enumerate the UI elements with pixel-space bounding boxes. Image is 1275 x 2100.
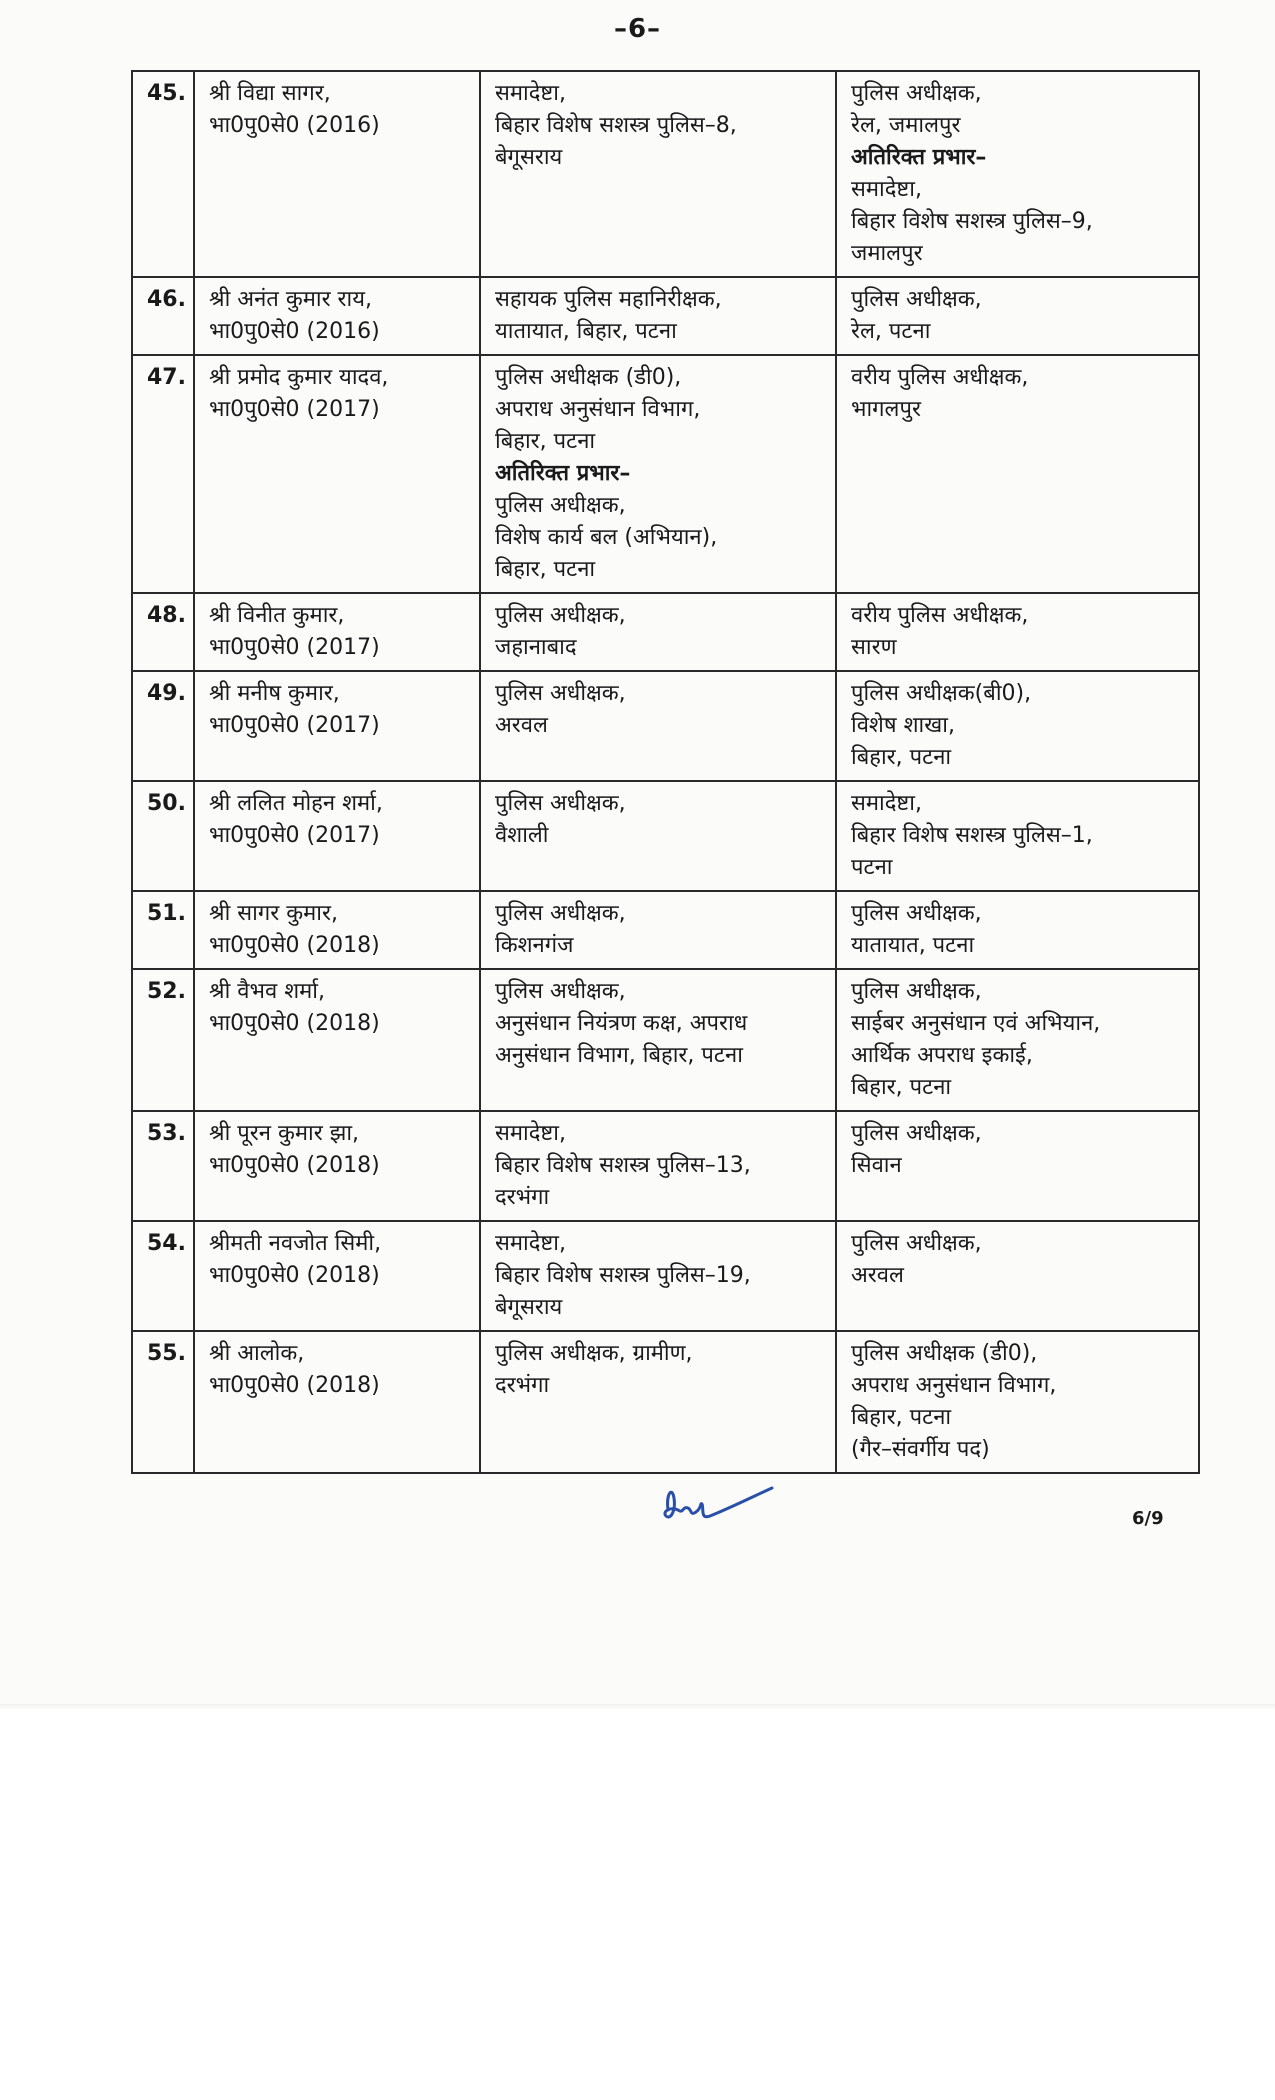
cell-line: बिहार, पटना bbox=[851, 1075, 952, 1100]
cell-line: पुलिस अधीक्षक, bbox=[495, 603, 626, 628]
table-row bbox=[132, 1221, 1199, 1331]
serial-number-cell: 47. bbox=[132, 355, 194, 593]
cell-line: समादेष्टा, bbox=[851, 177, 922, 202]
serial-number-cell: 54. bbox=[132, 1221, 194, 1331]
table-row bbox=[132, 1111, 1199, 1221]
current-posting-cell bbox=[480, 355, 836, 593]
cell-line: अपराध अनुसंधान विभाग, bbox=[495, 397, 701, 422]
officer-name-cell bbox=[194, 1221, 480, 1331]
cell-line: बिहार, पटना bbox=[495, 557, 596, 582]
cell-line: भा0पु0से0 (2017) bbox=[209, 713, 380, 738]
cell-line: आर्थिक अपराध इकाई, bbox=[851, 1043, 1033, 1068]
current-posting-cell bbox=[480, 891, 836, 969]
cell-line: श्री ललित मोहन शर्मा, bbox=[209, 791, 383, 816]
table-row bbox=[132, 891, 1199, 969]
serial-number-cell: 55. bbox=[132, 1331, 194, 1473]
officer-name-cell bbox=[194, 277, 480, 355]
cell-line: अपराध अनुसंधान विभाग, bbox=[851, 1373, 1057, 1398]
cell-line: वैशाली bbox=[495, 823, 549, 848]
serial-number-cell: 53. bbox=[132, 1111, 194, 1221]
scan-edge bbox=[0, 1704, 1275, 1710]
cell-line: समादेष्टा, bbox=[495, 1231, 566, 1256]
cell-line: श्रीमती नवजोत सिमी, bbox=[209, 1231, 382, 1256]
table-row bbox=[132, 355, 1199, 593]
serial-number-cell: 48. bbox=[132, 593, 194, 671]
new-posting-cell bbox=[836, 781, 1199, 891]
cell-line: यातायात, बिहार, पटना bbox=[495, 319, 677, 344]
cell-line: समादेष्टा, bbox=[495, 81, 566, 106]
current-posting-cell bbox=[480, 71, 836, 277]
serial-number-cell: 50. bbox=[132, 781, 194, 891]
cell-line: श्री वैभव शर्मा, bbox=[209, 979, 325, 1004]
officer-name-cell bbox=[194, 969, 480, 1111]
table-row bbox=[132, 593, 1199, 671]
cell-line: सहायक पुलिस महानिरीक्षक, bbox=[495, 287, 722, 312]
cell-line: भा0पु0से0 (2016) bbox=[209, 113, 380, 138]
officer-name-cell bbox=[194, 891, 480, 969]
table-row bbox=[132, 1331, 1199, 1473]
officer-name-cell bbox=[194, 671, 480, 781]
officer-name-cell bbox=[194, 71, 480, 277]
officer-name-cell bbox=[194, 781, 480, 891]
current-posting-cell bbox=[480, 1111, 836, 1221]
cell-line: पुलिस अधीक्षक, bbox=[495, 681, 626, 706]
cell-line: अनुसंधान नियंत्रण कक्ष, अपराध bbox=[495, 1011, 748, 1036]
table-row bbox=[132, 969, 1199, 1111]
cell-line: पुलिस अधीक्षक, bbox=[495, 791, 626, 816]
postings-table bbox=[131, 70, 1200, 1474]
current-posting-cell bbox=[480, 969, 836, 1111]
new-posting-cell bbox=[836, 969, 1199, 1111]
new-posting-cell bbox=[836, 1221, 1199, 1331]
cell-line: पुलिस अधीक्षक, bbox=[851, 81, 982, 106]
new-posting-cell bbox=[836, 277, 1199, 355]
cell-line: बिहार विशेष सशस्त्र पुलिस–19, bbox=[495, 1263, 751, 1288]
officer-name-cell bbox=[194, 1331, 480, 1473]
cell-line: श्री आलोक, bbox=[209, 1341, 305, 1366]
cell-line: पुलिस अधीक्षक, bbox=[851, 979, 982, 1004]
cell-line: पुलिस अधीक्षक, bbox=[851, 287, 982, 312]
serial-number-cell: 51. bbox=[132, 891, 194, 969]
current-posting-cell bbox=[480, 781, 836, 891]
cell-line: पुलिस अधीक्षक, bbox=[495, 901, 626, 926]
cell-line: जहानाबाद bbox=[495, 635, 577, 660]
cell-line: बिहार, पटना bbox=[851, 745, 952, 770]
cell-line: भा0पु0से0 (2018) bbox=[209, 933, 380, 958]
current-posting-cell bbox=[480, 277, 836, 355]
cell-line: भा0पु0से0 (2018) bbox=[209, 1373, 380, 1398]
serial-number-cell: 52. bbox=[132, 969, 194, 1111]
cell-line: श्री अनंत कुमार राय, bbox=[209, 287, 373, 312]
cell-line: पुलिस अधीक्षक, bbox=[495, 979, 626, 1004]
new-posting-cell bbox=[836, 355, 1199, 593]
additional-charge-heading: अतिरिक्त प्रभार– bbox=[495, 461, 631, 486]
cell-line: दरभंगा bbox=[495, 1373, 550, 1398]
cell-line: समादेष्टा, bbox=[495, 1121, 566, 1146]
cell-line: श्री विनीत कुमार, bbox=[209, 603, 345, 628]
cell-line: भा0पु0से0 (2018) bbox=[209, 1011, 380, 1036]
cell-line: सिवान bbox=[851, 1153, 902, 1178]
cell-line: पुलिस अधीक्षक (डी0), bbox=[851, 1341, 1038, 1366]
cell-line: पुलिस अधीक्षक, bbox=[851, 1231, 982, 1256]
cell-line: बिहार विशेष सशस्त्र पुलिस–13, bbox=[495, 1153, 751, 1178]
cell-line: पुलिस अधीक्षक, bbox=[495, 493, 626, 518]
officer-name-cell bbox=[194, 593, 480, 671]
cell-line: श्री विद्या सागर, bbox=[209, 81, 331, 106]
cell-line: अरवल bbox=[851, 1263, 904, 1288]
cell-line: अरवल bbox=[495, 713, 548, 738]
cell-line: बिहार विशेष सशस्त्र पुलिस–9, bbox=[851, 209, 1093, 234]
signature bbox=[660, 1476, 780, 1540]
current-posting-cell bbox=[480, 1221, 836, 1331]
table-row bbox=[132, 277, 1199, 355]
cell-line: यातायात, पटना bbox=[851, 933, 975, 958]
cell-line: बिहार, पटना bbox=[495, 429, 596, 454]
cell-line: सारण bbox=[851, 635, 897, 660]
cell-line: पटना bbox=[851, 855, 893, 880]
cell-line: भागलपुर bbox=[851, 397, 921, 422]
cell-line: पुलिस अधीक्षक(बी0), bbox=[851, 681, 1032, 706]
cell-line: विशेष कार्य बल (अभियान), bbox=[495, 525, 718, 550]
cell-line: बिहार, पटना bbox=[851, 1405, 952, 1430]
officer-name-cell bbox=[194, 355, 480, 593]
cell-line: अनुसंधान विभाग, बिहार, पटना bbox=[495, 1043, 743, 1068]
cell-line: रेल, पटना bbox=[851, 319, 931, 344]
cell-line: वरीय पुलिस अधीक्षक, bbox=[851, 365, 1029, 390]
cell-line: विशेष शाखा, bbox=[851, 713, 955, 738]
cell-line: पुलिस अधीक्षक, ग्रामीण, bbox=[495, 1341, 693, 1366]
cell-line: वरीय पुलिस अधीक्षक, bbox=[851, 603, 1029, 628]
page-number: –6– bbox=[613, 14, 662, 44]
current-posting-cell bbox=[480, 671, 836, 781]
serial-number-cell: 49. bbox=[132, 671, 194, 781]
cell-line: समादेष्टा, bbox=[851, 791, 922, 816]
table-row bbox=[132, 781, 1199, 891]
cell-line: भा0पु0से0 (2018) bbox=[209, 1263, 380, 1288]
cell-line: बेगूसराय bbox=[495, 1295, 563, 1320]
cell-line: पुलिस अधीक्षक (डी0), bbox=[495, 365, 682, 390]
cell-line: भा0पु0से0 (2017) bbox=[209, 397, 380, 422]
serial-number-cell: 46. bbox=[132, 277, 194, 355]
cell-line: पुलिस अधीक्षक, bbox=[851, 901, 982, 926]
new-posting-cell bbox=[836, 593, 1199, 671]
cell-line: श्री प्रमोद कुमार यादव, bbox=[209, 365, 389, 390]
cell-line: बिहार विशेष सशस्त्र पुलिस–8, bbox=[495, 113, 737, 138]
table-row bbox=[132, 71, 1199, 277]
additional-charge-heading: अतिरिक्त प्रभार– bbox=[851, 145, 987, 170]
table-row bbox=[132, 671, 1199, 781]
cell-line: किशनगंज bbox=[495, 933, 574, 958]
cell-line: पुलिस अधीक्षक, bbox=[851, 1121, 982, 1146]
cell-line: श्री मनीष कुमार, bbox=[209, 681, 340, 706]
serial-number-cell: 45. bbox=[132, 71, 194, 277]
cell-line: भा0पु0से0 (2017) bbox=[209, 635, 380, 660]
cell-line: भा0पु0से0 (2016) bbox=[209, 319, 380, 344]
cell-line: रेल, जमालपुर bbox=[851, 113, 961, 138]
new-posting-cell bbox=[836, 1331, 1199, 1473]
cell-line: श्री पूरन कुमार झा, bbox=[209, 1121, 360, 1146]
cell-line: भा0पु0से0 (2018) bbox=[209, 1153, 380, 1178]
new-posting-cell bbox=[836, 891, 1199, 969]
cell-line: दरभंगा bbox=[495, 1185, 550, 1210]
cell-line: श्री सागर कुमार, bbox=[209, 901, 338, 926]
cell-line: (गैर–संवर्गीय पद) bbox=[851, 1437, 990, 1462]
cell-line: बेगूसराय bbox=[495, 145, 563, 170]
new-posting-cell bbox=[836, 71, 1199, 277]
postings-table-body bbox=[132, 71, 1199, 1473]
new-posting-cell bbox=[836, 671, 1199, 781]
new-posting-cell bbox=[836, 1111, 1199, 1221]
cell-line: बिहार विशेष सशस्त्र पुलिस–1, bbox=[851, 823, 1093, 848]
officer-name-cell bbox=[194, 1111, 480, 1221]
cell-line: भा0पु0से0 (2017) bbox=[209, 823, 380, 848]
cell-line: जमालपुर bbox=[851, 241, 923, 266]
cell-line: साईबर अनुसंधान एवं अभियान, bbox=[851, 1011, 1101, 1036]
current-posting-cell bbox=[480, 1331, 836, 1473]
page-reference: 6/9 bbox=[1132, 1508, 1164, 1529]
current-posting-cell bbox=[480, 593, 836, 671]
